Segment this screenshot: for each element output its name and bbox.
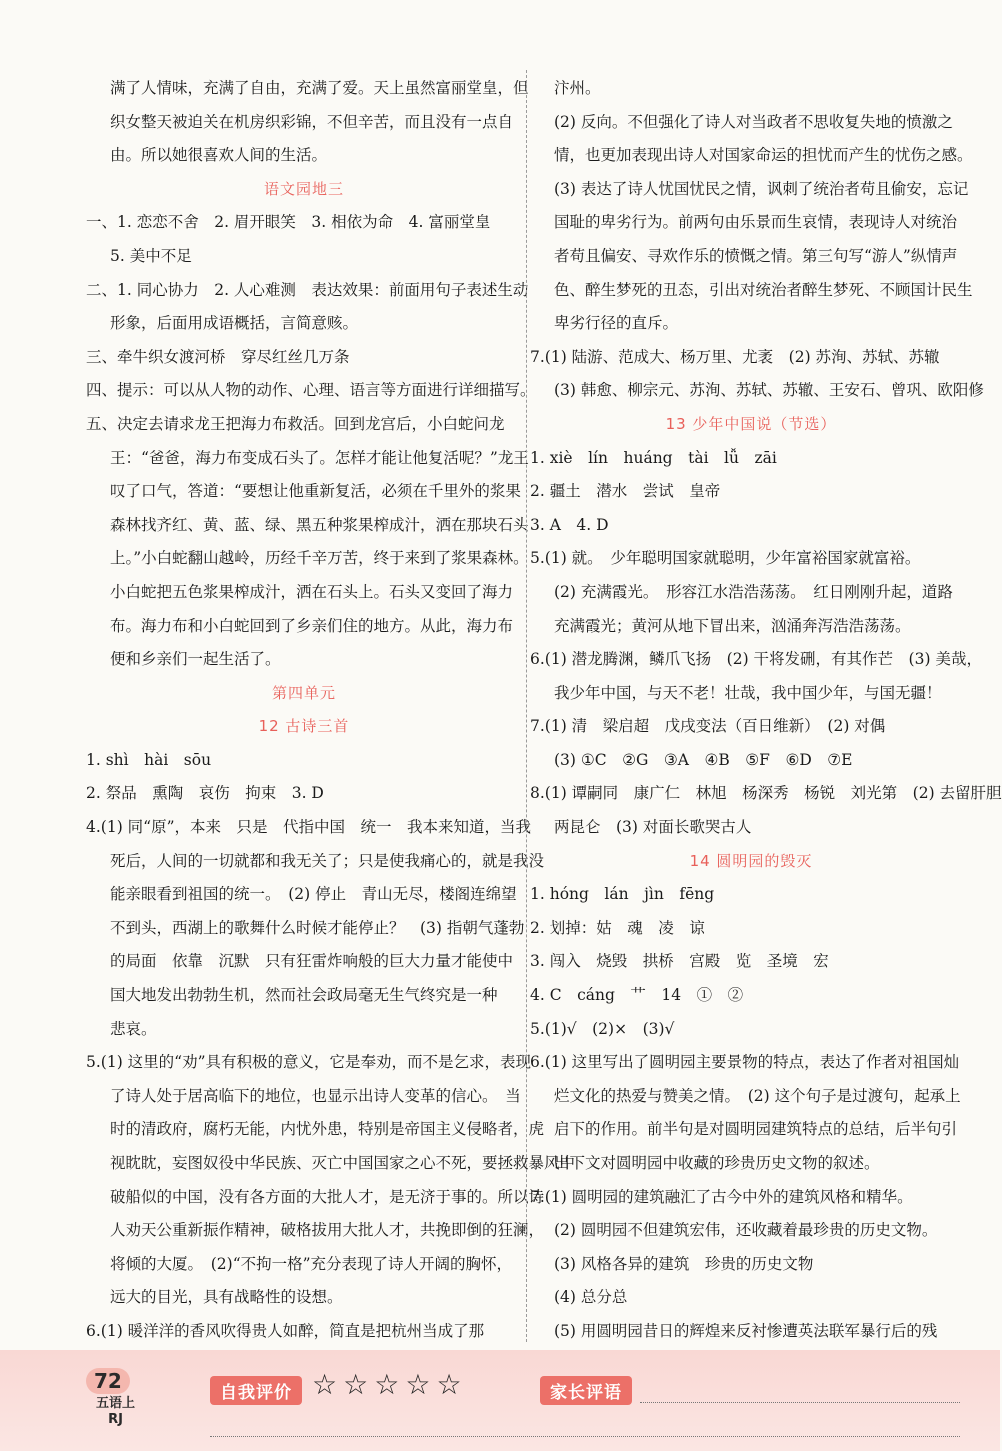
column-divider (526, 70, 527, 1342)
answer-line: 森林找齐红、黄、蓝、绿、黑五种浆果榨成汁，洒在那块石头 (110, 515, 529, 534)
answer-line: 远大的目光，具有战略性的设想。 (110, 1288, 343, 1307)
self-eval-badge: 自我评价 (210, 1376, 302, 1405)
answer-line: 能亲眼看到祖国的统一。 (2) 停止 青山无尽，楼阁连绵望 (110, 885, 517, 904)
answer-line: 两昆仑 (3) 对面长歌哭古人 (554, 818, 752, 837)
answer-line: 2. 划掉：姑 魂 凌 谅 (530, 918, 705, 937)
answer-line: (3) 表达了诗人忧国忧民之情，讽刺了统治者苟且偷安，忘记 (554, 179, 969, 198)
answer-line: 出下文对圆明园中收藏的珍贵历史文物的叙述。 (554, 1154, 880, 1172)
answer-line: 小白蛇把五色浆果榨成汁，洒在石头上。石头又变回了海力 (110, 582, 514, 601)
answer-line: 充满霞光；黄河从地下冒出来，汹涌奔泻浩浩荡荡。 (554, 616, 911, 635)
answer-line: 烂文化的热爱与赞美之情。 (2) 这个句子是过渡句，起承上 (554, 1086, 961, 1105)
answer-line: 5. 美中不足 (110, 246, 192, 265)
answer-line: 不到头，西湖上的歌舞什么时候才能停止？ (3) 指朝气蓬勃 (110, 918, 525, 937)
answer-line: 三、牵牛织女渡河桥 穿尽红丝几万条 (86, 347, 350, 366)
answer-line: 汴州。 (554, 79, 601, 97)
answer-line: 我少年中国，与天不老！壮哉，我中国少年，与国无疆！ (554, 683, 942, 702)
answer-line: 5.(1) 就。 少年聪明国家就聪明，少年富裕国家就富裕。 (530, 549, 921, 568)
answer-line: 情，也更加表现出诗人对国家命运的担忧而产生的忧伤之感。 (554, 146, 973, 165)
answer-line: 国耻的卑劣行为。前两句由乐景而生哀情，表现诗人对统治 (554, 213, 958, 232)
star-icon[interactable]: ☆ (436, 1368, 468, 1401)
answer-line: 形象，后面用成语概括，言简意赅。 (110, 314, 359, 333)
parent-eval-badge: 家长评语 (540, 1376, 632, 1405)
answer-line: 7.(1) 陆游、范成大、杨万里、尤袤 (2) 苏洵、苏轼、苏辙 (530, 347, 940, 366)
grade-line-1: 五语上 (96, 1396, 136, 1411)
answer-line: 1. hóng lán jìn fēng (530, 885, 715, 904)
answer-line: 织女整天被迫关在机房织彩锦，不但辛苦，而且没有一点自 (110, 112, 514, 131)
star-rating[interactable] (312, 1368, 468, 1401)
answer-line: 5.(1)√ (2)× (3)√ (530, 1019, 675, 1038)
grade-line-2: RJ (108, 1412, 123, 1427)
answer-line: (3) ①C ②G ③A ④B ⑤F ⑥D ⑦E (554, 750, 853, 769)
answer-line: (4) 总分总 (554, 1288, 628, 1307)
answer-line: 了诗人处于居高临下的地位，也显示出诗人变革的信心。 当 (110, 1086, 521, 1105)
answer-line: 者苟且偏安、寻欢作乐的愤慨之情。第三句写“游人”纵情声 (554, 246, 958, 265)
parent-comment-line-2[interactable] (210, 1436, 960, 1437)
grade-label (96, 1396, 135, 1428)
answer-line: 4.(1) 同“原”，本来 只是 代指中国 统一 我本来知道，当我 (86, 818, 532, 837)
answer-line: 7.(1) 清 梁启超 戊戌变法（百日维新） (2) 对偶 (530, 717, 886, 736)
answer-line: 人劝天公重新振作精神，破格拔用大批人才，共挽即倒的狂澜， (110, 1221, 545, 1240)
answer-line: (5) 用圆明园昔日的辉煌来反衬惨遭英法联军暴行后的残 (554, 1321, 938, 1340)
star-icon[interactable]: ☆ (343, 1368, 375, 1401)
answer-line: 死后，人间的一切就都和我无关了；只是使我痛心的，就是我没 (110, 851, 545, 870)
answer-line: 的局面 依靠 沉默 只有狂雷炸响般的巨大力量才能使中 (110, 952, 514, 971)
answer-line: 由。所以她很喜欢人间的生活。 (110, 146, 328, 165)
answer-line: 上。”小白蛇翻山越岭，历经千辛万苦，终于来到了浆果森林。 (110, 549, 529, 568)
page-footer (0, 1350, 1000, 1451)
section-heading: 语文园地三 (263, 179, 344, 198)
answer-line: 色、醉生梦死的丑态，引出对统治者醉生梦死、不顾国计民生 (554, 280, 973, 299)
answer-line: 6.(1) 这里写出了圆明园主要景物的特点，表达了作者对祖国灿 (530, 1053, 960, 1072)
answer-line: 5.(1) 这里的“劝”具有积极的意义，它是奉劝，而不是乞求，表现 (86, 1053, 532, 1072)
answer-line: 卑劣行径的直斥。 (554, 314, 679, 333)
answer-line: 二、1. 同心协力 2. 人心难测 表达效果：前面用句子表述生动 (86, 280, 529, 299)
answer-line: (2) 充满霞光。 形容江水浩浩荡荡。 红日刚刚升起，道路 (554, 582, 953, 601)
answer-line: 一、1. 恋恋不舍 2. 眉开眼笑 3. 相依为命 4. 富丽堂皇 (86, 213, 491, 232)
parent-comment-line-1[interactable] (640, 1402, 960, 1403)
answer-line: 叹了口气，答道：“要想让他重新复活，必须在千里外的浆果 (110, 482, 521, 501)
answer-line: 启下的作用。前半句是对圆明园建筑特点的总结，后半句引 (554, 1120, 958, 1139)
answer-line: 3. 闯入 烧毁 拱桥 宫殿 览 圣境 宏 (530, 952, 829, 971)
answer-line: 3. A 4. D (530, 515, 609, 534)
answer-line: 8.(1) 谭嗣同 康广仁 林旭 杨深秀 杨锐 刘光第 (2) 去留肝胆 (530, 784, 1002, 803)
star-icon[interactable]: ☆ (374, 1368, 406, 1401)
answer-line: 7.(1) 圆明园的建筑融汇了古今中外的建筑风格和精华。 (530, 1187, 913, 1206)
answer-line: 五、决定去请求龙王把海力布救活。回到龙宫后，小白蛇问龙 (86, 414, 505, 433)
answer-line: 1. xiè lín huáng tài lǚ zāi (530, 448, 777, 467)
answer-line: 悲哀。 (110, 1019, 157, 1038)
page-number: 72 (86, 1368, 130, 1394)
answer-line: 将倾的大厦。 (2)“不拘一格”充分表现了诗人开阔的胸怀， (110, 1254, 513, 1273)
answer-line: 破船似的中国，没有各方面的大批人才，是无济于事的。所以诗 (110, 1187, 545, 1206)
answer-line: (3) 韩愈、柳宗元、苏洵、苏轼、苏辙、王安石、曾巩、欧阳修 (554, 381, 984, 400)
answer-line: (3) 风格各异的建筑 珍贵的历史文物 (554, 1254, 814, 1273)
answer-line: 四、提示：可以从人物的动作、心理、语言等方面进行详细描写。 (86, 381, 536, 400)
section-heading: 第四单元 (271, 683, 336, 702)
answer-line: (2) 反向。不但强化了诗人对当政者不思收复失地的愤激之 (554, 112, 953, 131)
answer-line: 2. 疆土 潜水 尝试 皇帝 (530, 482, 721, 501)
answer-line: 6.(1) 暖洋洋的香风吹得贵人如醉，简直是把杭州当成了那 (86, 1321, 485, 1340)
star-icon[interactable]: ☆ (405, 1368, 437, 1401)
answer-line: 1. shì hài sōu (86, 750, 212, 769)
answer-line: 时的清政府，腐朽无能，内忧外患，特别是帝国主义侵略者，虎 (110, 1120, 545, 1139)
answer-line: 视眈眈，妄图奴役中华民族、灭亡中国国家之心不死，要拯救暴风中 (110, 1154, 576, 1172)
section-heading: 12 古诗三首 (258, 717, 350, 736)
answer-line: 满了人情味，充满了自由，充满了爱。天上虽然富丽堂皇，但 (110, 79, 529, 97)
right-column (530, 72, 1002, 1349)
section-heading: 13 少年中国说（节选） (665, 414, 837, 433)
answer-line: 便和乡亲们一起生活了。 (110, 650, 281, 669)
section-heading: 14 圆明园的毁灭 (689, 851, 813, 870)
answer-line: 国大地发出勃勃生机，然而社会政局毫无生气终究是一种 (110, 986, 498, 1005)
answer-line: (2) 圆明园不但建筑宏伟，还收藏着最珍贵的历史文物。 (554, 1221, 938, 1240)
answer-line: 2. 祭品 熏陶 哀伤 拘束 3. D (86, 784, 324, 803)
answer-line: 布。海力布和小白蛇回到了乡亲们住的地方。从此，海力布 (110, 616, 514, 635)
answer-line: 4. C cáng 艹 14 ① ② (530, 986, 744, 1005)
answer-line: 6.(1) 潜龙腾渊，鳞爪飞扬 (2) 干将发硎，有其作芒 (3) 美哉， (530, 650, 982, 669)
answer-line: 王：“爸爸，海力布变成石头了。怎样才能让他复活呢？”龙王 (110, 448, 529, 467)
star-icon[interactable]: ☆ (312, 1368, 344, 1401)
